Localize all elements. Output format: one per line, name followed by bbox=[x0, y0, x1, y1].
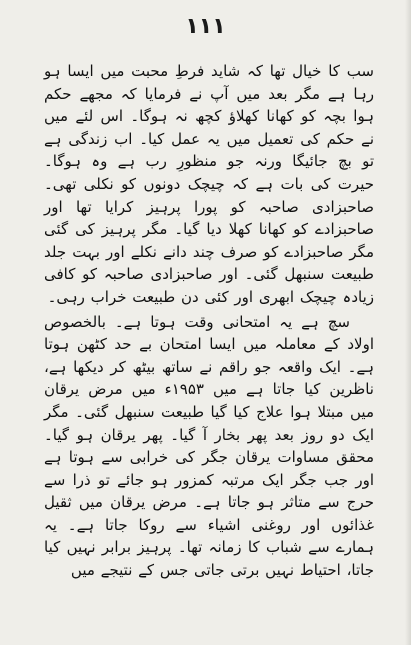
body-text bbox=[44, 60, 374, 582]
paragraph-1: سب کا خیال تھا کہ شاید فرطِ محبت میں ایسا ہو رہا ہے مگر بعد میں آپ نے فرمایا کہ مجھے حکم ہوا بچہ کو کھانا کھلاؤ کچھ نہ ہوگا۔ اس لئے میں نے حکم کی تعمیل میں یہ عمل کیا۔ اب زندگی ہے تو بچ جائیگا ورنہ جو منظورِ رب ہے وہ ہوگا۔ حیرت کی بات ہے کہ چیچک دونوں کو نکلی تھی۔ صاحبزادی صاحبہ کو پورا پرہیز کرایا تھا اور صاحبزادے کو کھانا کھلا دیا گیا۔ مگر پرہیز کی گئی مگر صاحبزادے کو صرف چند دانے نکلے اور بہت جلد طبیعت سنبھل گئی۔ اور صاحبزادی صاحبہ کو کافی زیادہ چیچک ابھری اور کئی دن طبیعت خراب رہی۔ bbox=[44, 62, 374, 306]
page-edge-shadow bbox=[405, 0, 411, 645]
page-number: ۱۱۱ bbox=[185, 14, 226, 39]
paragraph-2: سچ ہے یہ امتحانی وقت ہوتا ہے۔ بالخصوص اولاد کے معاملہ میں ایسا امتحان بے حد کٹھن ہوتا ہے۔ ایک واقعہ جو راقم نے ساتھ بیٹھ کر دیکھا ہے، ناظرین کیا جاتا ہے میں ۱۹۵۳ء میں مرض یرقان میں مبتلا ہوا علاج کیا گیا طبیعت سنبھل گئی۔ مگر ایک دو روز بعد پھر بخار آ گیا۔ پھر یرقان ہو گیا۔ محقق مساوات یرقان جگر کی خرابی سے ہوتا ہے اور جب جگر ایک مرتبہ کمزور ہو جائے تو ذرا سے حرج سے متاثر ہو جاتا ہے۔ مرض یرقان میں ثقیل غذائوں اور روغنی اشیاء سے روکا جاتا ہے۔ یہ ہمارے سے شباب کا زمانہ تھا۔ پرہیز برابر نہیں کیا جاتا، احتیاط نہیں برتی جاتی جس کے نتیجے میں bbox=[44, 312, 374, 580]
